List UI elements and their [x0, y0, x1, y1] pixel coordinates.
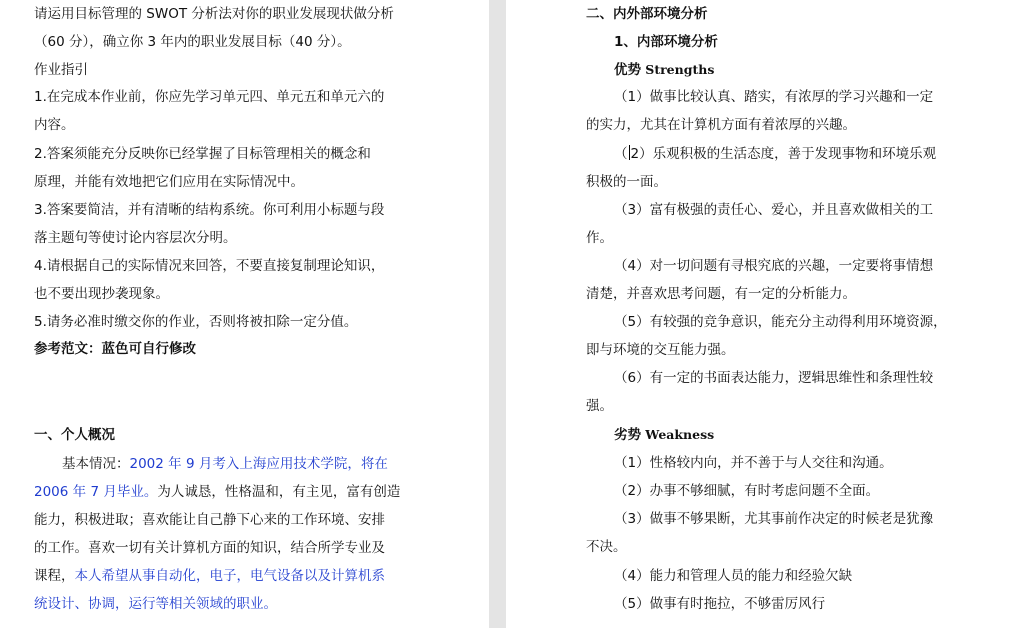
guide-item-3b: 落主题句等使讨论内容层次分明。 [34, 230, 237, 246]
section-2-heading: 二、内外部环境分析 [586, 6, 708, 22]
intro-line-2: （60 分），确立你 3 年内的职业发展目标（40 分）。 [34, 34, 351, 50]
strength-4b: 清楚，并喜欢思考问题，有一定的分析能力。 [586, 286, 856, 302]
weakness-5: （5）做事有时拖拉，不够雷厉风行 [614, 596, 826, 612]
weakness-4: （4）能力和管理人员的能力和经验欠缺 [614, 568, 853, 584]
profile-career-goal-text: 本人希望从事自动化，电子，电气设备以及计算机系 [74, 568, 385, 584]
reference-note: 参考范文：蓝色可自行修改 [34, 341, 196, 357]
intro-line-1: 请运用目标管理的 SWOT 分析法对你的职业发展现状做分析 [34, 6, 394, 22]
strength-4a: （4）对一切问题有寻根究底的兴趣，一定要将事情想 [614, 258, 934, 274]
weakness-label-cn: 劣势 [614, 427, 641, 443]
profile-enrollment-text: 2002 年 9 月考入上海应用技术学院，将在 [129, 456, 388, 472]
weakness-2: （2）办事不够细腻，有时考虑问题不全面。 [614, 483, 880, 499]
guide-item-1b: 内容。 [34, 117, 75, 133]
strength-5a: （5）有较强的竞争意识，能充分主动得利用环境资源， [614, 314, 947, 330]
weakness-label-en: Weakness [645, 427, 715, 442]
profile-graduation-text: 2006 年 7 月毕业。 [34, 484, 158, 500]
weakness-1: （1）性格较内向，并不善于与人交往和沟通。 [614, 455, 893, 471]
strength-6a: （6）有一定的书面表达能力，逻辑思维性和条理性较 [614, 370, 934, 386]
strengths-heading [614, 60, 714, 80]
strength-2a-text: 2）乐观积极的生活态度，善于发现事物和环境乐观 [630, 146, 937, 162]
profile-personality-text: 为人诚恳，性格温和，有主见，富有创造 [157, 484, 401, 500]
strengths-label-en: Strengths [645, 62, 715, 77]
guide-title: 作业指引 [34, 62, 88, 78]
profile-line-2 [34, 482, 400, 502]
guide-item-2a: 2.答案须能充分反映你已经掌握了目标管理相关的概念和 [34, 146, 371, 162]
strength-1b: 的实力，尤其在计算机方面有着浓厚的兴趣。 [586, 117, 856, 133]
profile-line-6: 统设计、协调，运行等相关领域的职业。 [34, 596, 277, 612]
text-cursor [629, 145, 630, 160]
strength-1a: （1）做事比较认真、踏实，有浓厚的学习兴趣和一定 [614, 89, 934, 105]
guide-item-1a: 1.在完成本作业前，你应先学习单元四、单元五和单元六的 [34, 89, 385, 105]
strengths-label-cn: 优势 [614, 62, 641, 78]
guide-item-5: 5.请务必准时缴交你的作业，否则将被扣除一定分值。 [34, 314, 358, 330]
strength-5b: 即与环境的交互能力强。 [586, 342, 735, 358]
document-page-left [0, 0, 489, 628]
profile-course-text: 课程， [34, 568, 75, 584]
profile-line-1 [62, 454, 388, 474]
profile-line-3: 能力，积极进取；喜欢能让自己静下心来的工作环境、安排 [34, 512, 385, 528]
weakness-3a: （3）做事不够果断，尤其事前作决定的时候老是犹豫 [614, 511, 934, 527]
strength-2a-prefix: （ [614, 146, 628, 162]
strength-2a[interactable] [614, 144, 936, 164]
section-1-heading: 一、个人概况 [34, 427, 115, 443]
weakness-heading [614, 425, 714, 445]
page-gap [489, 0, 506, 628]
strength-3a: （3）富有极强的责任心、爱心，并且喜欢做相关的工 [614, 202, 934, 218]
guide-item-4a: 4.请根据自己的实际情况来回答，不要直接复制理论知识， [34, 258, 385, 274]
internal-analysis-heading: 1、内部环境分析 [614, 34, 718, 50]
guide-item-2b: 原理，并能有效地把它们应用在实际情况中。 [34, 174, 304, 190]
profile-label: 基本情况： [62, 456, 130, 472]
profile-line-5 [34, 566, 385, 586]
profile-line-4: 的工作。喜欢一切有关计算机方面的知识，结合所学专业及 [34, 540, 385, 556]
weakness-3b: 不决。 [586, 539, 627, 555]
strength-6b: 强。 [586, 398, 613, 414]
strength-3b: 作。 [586, 230, 613, 246]
guide-item-4b: 也不要出现抄袭现象。 [34, 286, 169, 302]
guide-item-3a: 3.答案要简洁，并有清晰的结构系统。你可利用小标题与段 [34, 202, 385, 218]
document-page-right [506, 0, 1024, 628]
strength-2b: 积极的一面。 [586, 174, 667, 190]
